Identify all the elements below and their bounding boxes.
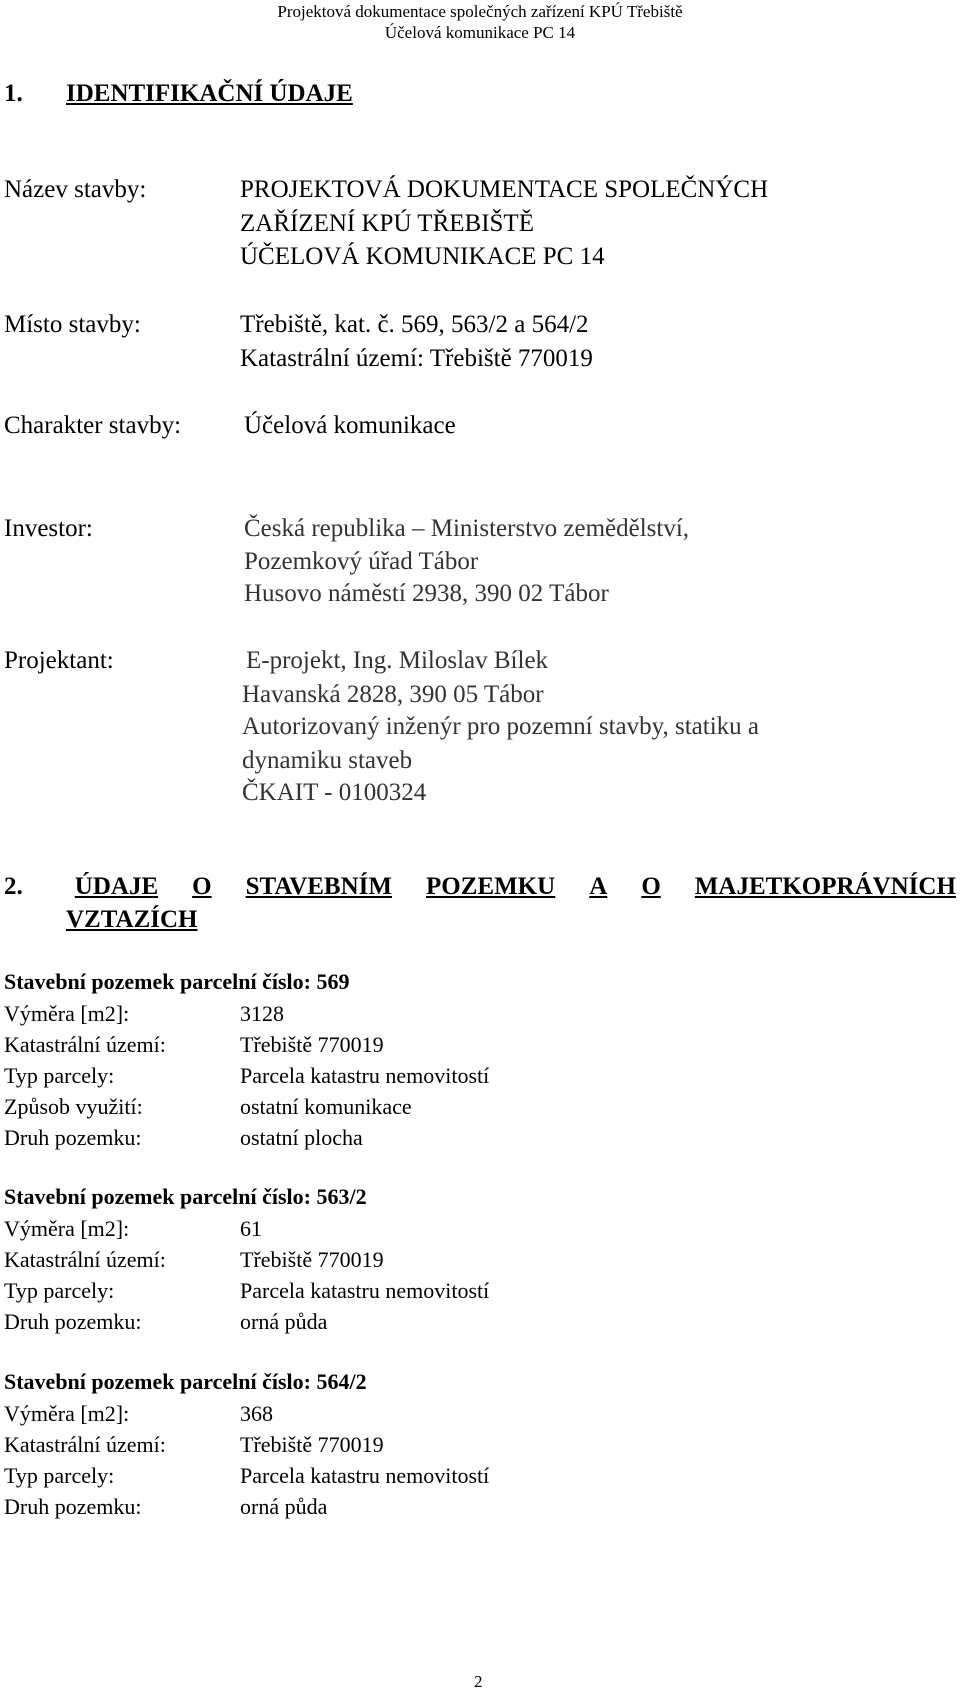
nazev-line-1: PROJEKTOVÁ DOKUMENTACE SPOLEČNÝCH — [240, 176, 769, 203]
section1-title: IDENTIFIKAČNÍ ÚDAJE — [66, 80, 353, 107]
parcel-row-value: orná půda — [240, 1494, 328, 1519]
parcel-row-value: 3128 — [240, 1001, 284, 1026]
parcel-row-label: Typ parcely: — [4, 1463, 115, 1488]
nazev-label: Název stavby: — [4, 176, 147, 203]
parcel-row-label: Typ parcely: — [4, 1063, 115, 1088]
parcel-row-value: Parcela katastru nemovitostí — [240, 1278, 490, 1303]
section2-number: 2. — [4, 873, 23, 900]
parcel-row-label: Výměra [m2]: — [4, 1001, 130, 1026]
parcel-row-label: Katastrální území: — [4, 1432, 166, 1457]
parcel-row-value: Třebiště 770019 — [240, 1247, 384, 1272]
section2-title-word: O — [192, 873, 212, 900]
projektant-line-2: Havanská 2828, 390 05 Tábor — [242, 681, 544, 708]
parcel-row-label: Druh pozemku: — [4, 1309, 142, 1334]
misto-line-2: Katastrální území: Třebiště 770019 — [240, 345, 593, 372]
investor-line-3: Husovo náměstí 2938, 390 02 Tábor — [244, 580, 609, 607]
projektant-line-4: dynamiku staveb — [242, 747, 413, 774]
parcel-heading: Stavební pozemek parcelní číslo: 569 — [4, 969, 350, 994]
parcel-row-label: Katastrální území: — [4, 1247, 166, 1272]
projektant-line-1: E-projekt, Ing. Miloslav Bílek — [246, 647, 549, 674]
projektant-line-3: Autorizovaný inženýr pro pozemní stavby, statiku a — [242, 713, 759, 740]
section2-title-word: POZEMKU — [426, 873, 556, 900]
parcel-row-value: orná půda — [240, 1309, 328, 1334]
investor-line-2: Pozemkový úřad Tábor — [244, 548, 479, 575]
misto-label: Místo stavby: — [4, 311, 141, 338]
misto-line-1: Třebiště, kat. č. 569, 563/2 a 564/2 — [240, 311, 589, 338]
parcel-row-label: Způsob využití: — [4, 1094, 143, 1119]
parcel-row-label: Typ parcely: — [4, 1278, 115, 1303]
parcel-row-value: Parcela katastru nemovitostí — [240, 1463, 490, 1488]
section1-number: 1. — [4, 80, 23, 107]
parcel-row-value: ostatní komunikace — [240, 1094, 412, 1119]
charakter-label: Charakter stavby: — [4, 412, 182, 439]
section2-title-word: A — [589, 873, 608, 900]
parcel-heading: Stavební pozemek parcelní číslo: 564/2 — [4, 1369, 367, 1394]
parcel-row-value: Parcela katastru nemovitostí — [240, 1063, 490, 1088]
parcel-row-label: Výměra [m2]: — [4, 1401, 130, 1426]
parcel-row-value: 368 — [240, 1401, 273, 1426]
running-header-title: Projektová dokumentace společných zařízení KPÚ Třebiště — [277, 2, 683, 21]
section2-title-word: ÚDAJE — [74, 873, 159, 900]
parcel-row-value: Třebiště 770019 — [240, 1432, 384, 1457]
page-number: 2 — [474, 1672, 483, 1691]
section2-heading-line1 — [4, 873, 956, 901]
section2-title-word: STAVEBNÍM — [245, 873, 392, 900]
section2-heading-line2: VZTAZÍCH — [66, 906, 198, 933]
running-header-subtitle: Účelová komunikace PC 14 — [384, 23, 576, 42]
projektant-line-5: ČKAIT - 0100324 — [242, 779, 427, 806]
parcel-row-label: Katastrální území: — [4, 1032, 166, 1057]
parcel-row-value: Třebiště 770019 — [240, 1032, 384, 1057]
investor-label: Investor: — [4, 515, 93, 542]
charakter-value: Účelová komunikace — [244, 412, 456, 439]
parcel-row-value: ostatní plocha — [240, 1125, 363, 1150]
parcel-row-label: Druh pozemku: — [4, 1494, 142, 1519]
nazev-line-3: ÚČELOVÁ KOMUNIKACE PC 14 — [240, 243, 605, 270]
projektant-label: Projektant: — [4, 647, 114, 674]
section2-title-word: MAJETKOPRÁVNÍCH — [694, 873, 956, 900]
parcel-row-label: Výměra [m2]: — [4, 1216, 130, 1241]
nazev-line-2: ZAŘÍZENÍ KPÚ TŘEBIŠTĚ — [240, 210, 534, 237]
section2-title-word: O — [641, 873, 661, 900]
parcel-heading: Stavební pozemek parcelní číslo: 563/2 — [4, 1184, 367, 1209]
investor-line-1: Česká republika – Ministerstvo zemědělství, — [244, 515, 690, 542]
parcel-row-label: Druh pozemku: — [4, 1125, 142, 1150]
parcel-row-value: 61 — [240, 1216, 262, 1241]
